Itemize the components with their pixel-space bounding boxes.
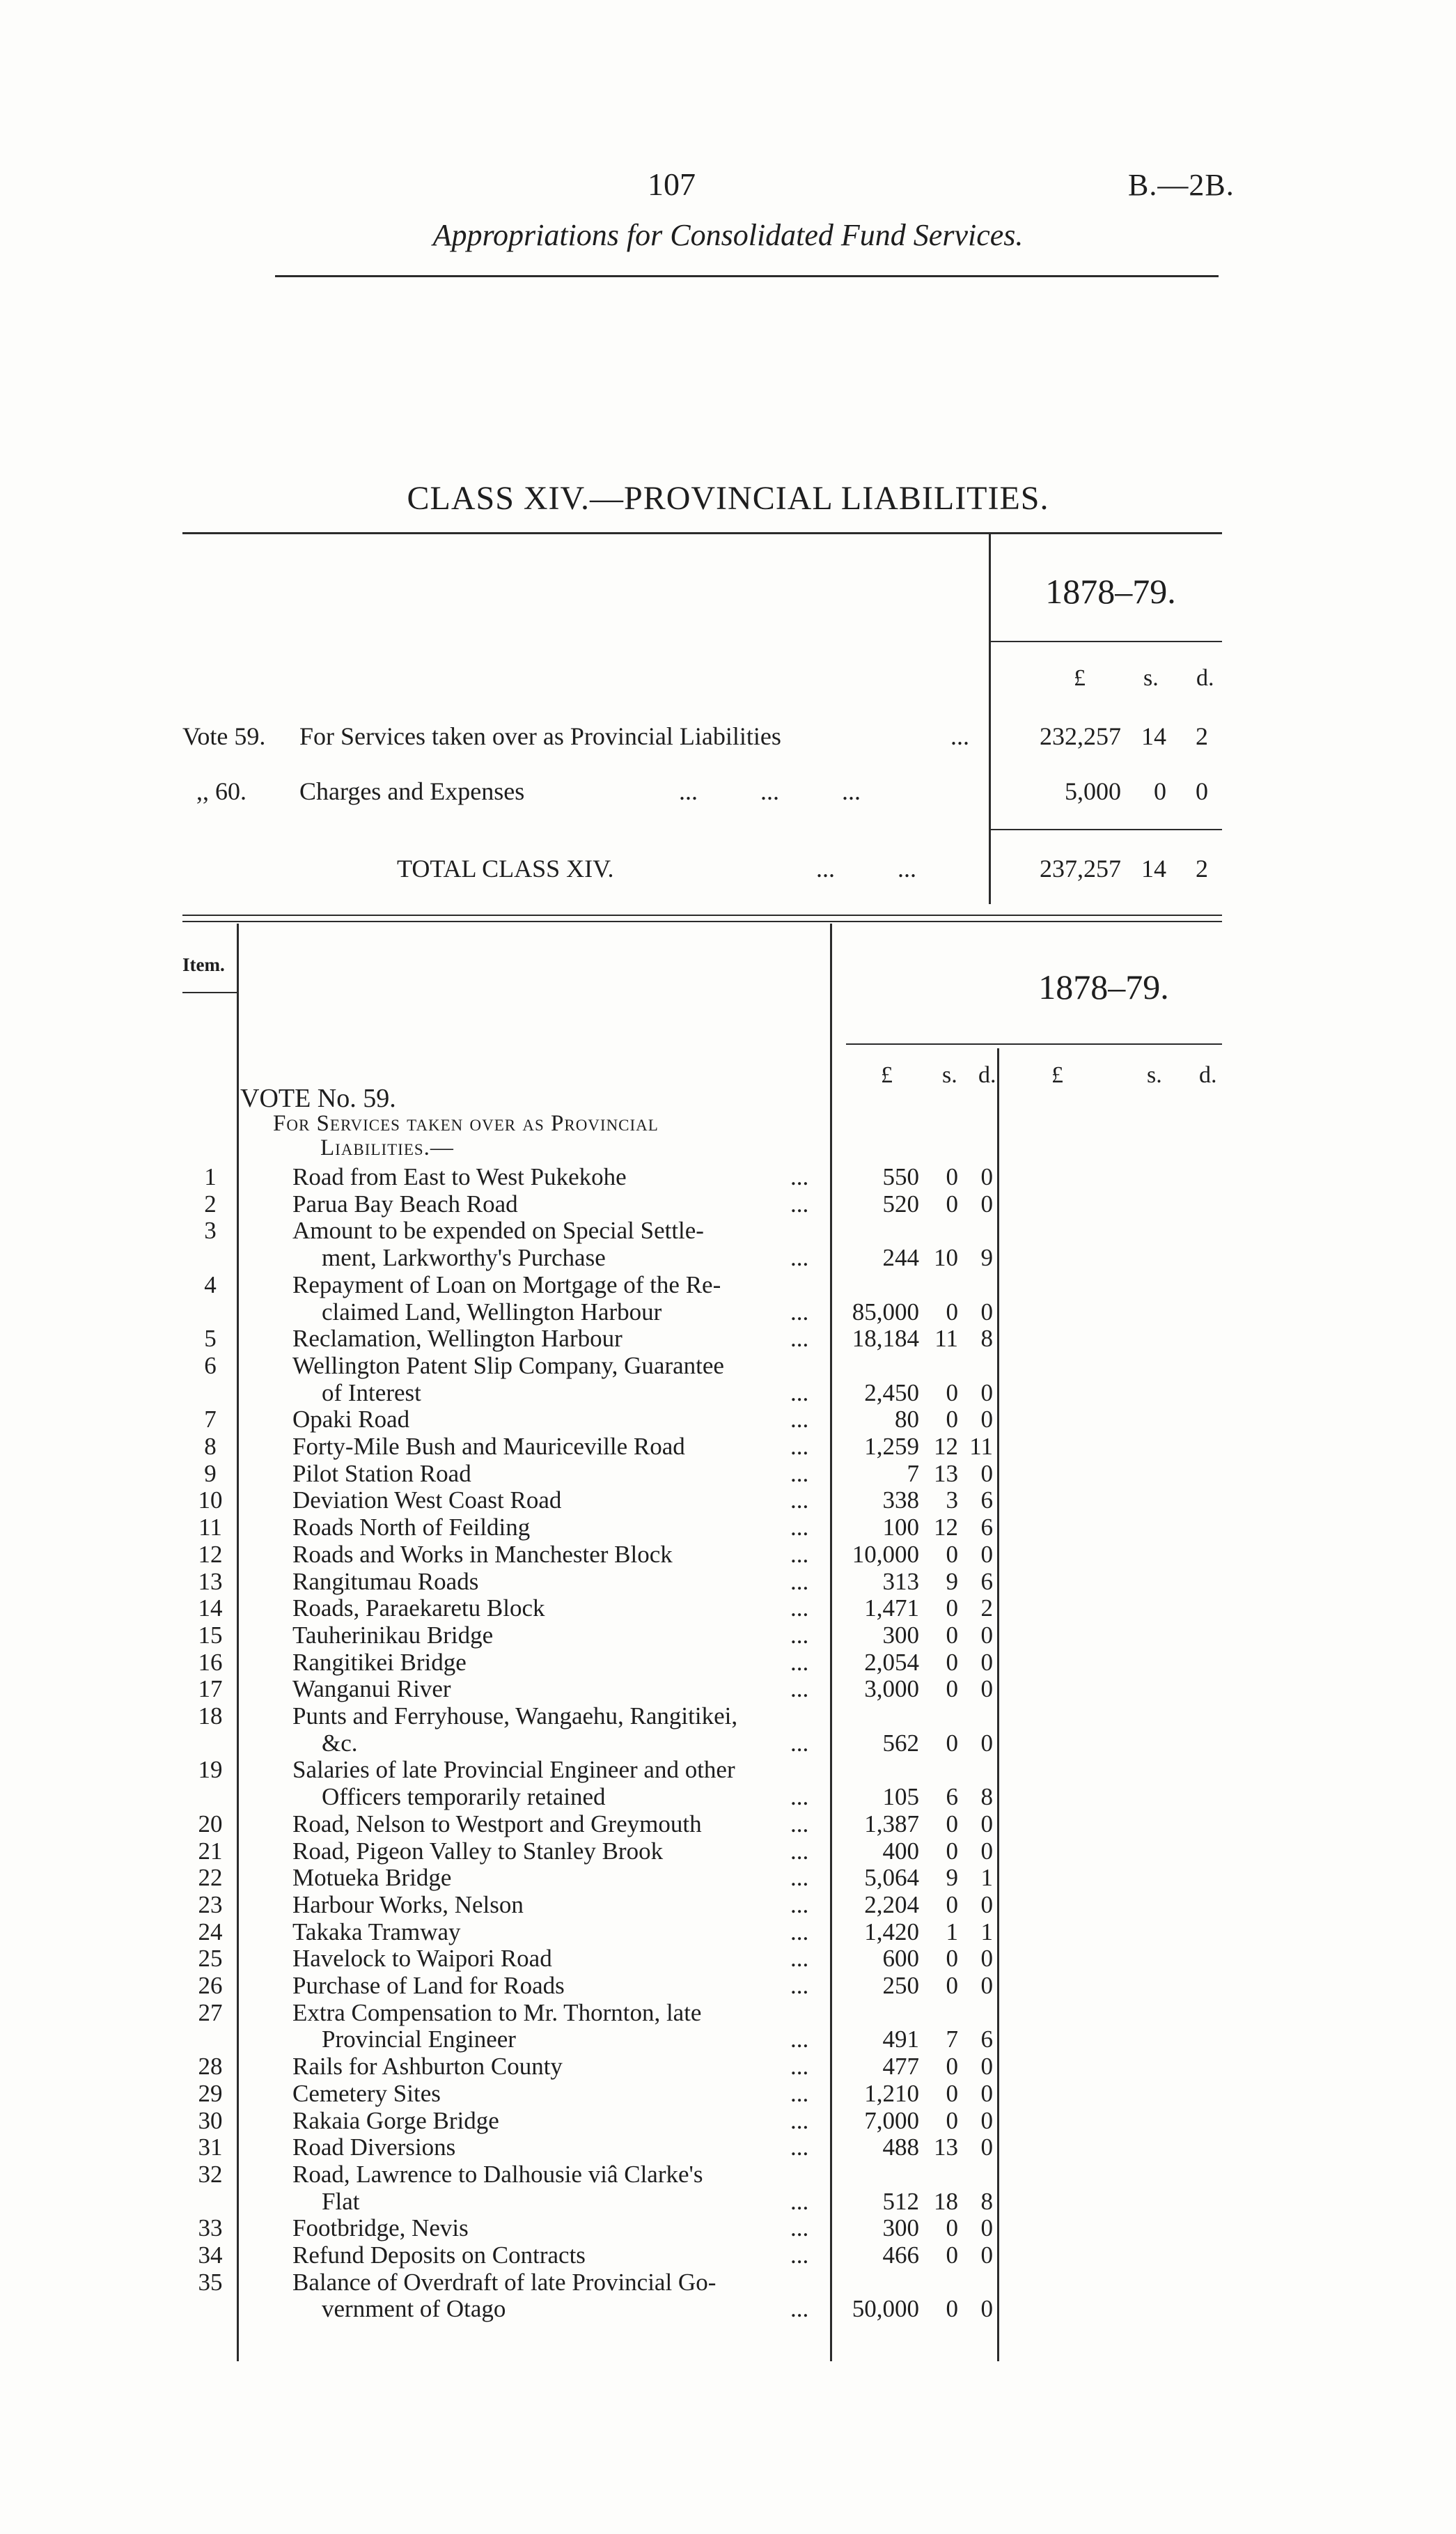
item-description-line: Parua Bay Beach Road <box>292 1190 518 1218</box>
item-amount-pence: 6 <box>980 1486 993 1514</box>
item-number: 20 <box>198 1810 223 1837</box>
item-amount-pence: 0 <box>980 1190 993 1218</box>
item-leader-dots: ... <box>790 1594 809 1622</box>
item-amount-shillings: 11 <box>934 1325 958 1353</box>
item-amount-pence: 0 <box>980 1163 993 1190</box>
item-amount-shillings: 18 <box>934 2187 958 2215</box>
item-amount-shillings: 0 <box>946 1648 958 1676</box>
item-amount-shillings: 1 <box>946 1918 958 1945</box>
item-amount-shillings: 0 <box>946 1810 958 1837</box>
item-description-line: Rails for Ashburton County <box>292 2053 563 2081</box>
table-shillings-header: s. <box>942 1062 957 1088</box>
item-number: 13 <box>198 1567 223 1595</box>
summary-row-shillings: 0 <box>1154 777 1166 805</box>
item-amount-shillings: 12 <box>934 1433 958 1460</box>
summary-total-pounds: 237,257 <box>1040 855 1121 883</box>
item-description-line: Officers temporarily retained <box>322 1783 606 1811</box>
item-leader-dots: ... <box>790 1675 809 1703</box>
item-leader-dots: ... <box>790 1298 809 1326</box>
summary-total-shillings: 14 <box>1141 855 1166 883</box>
item-description-line: Balance of Overdraft of late Provincial Go- <box>292 2268 717 2296</box>
summary-pence-header: d. <box>1196 665 1214 691</box>
item-description-line: Amount to be expended on Special Settle- <box>292 1217 704 1245</box>
item-description-line: Road, Nelson to Westport and Greymouth <box>292 1810 702 1837</box>
item-description-line: Tauherinikau Bridge <box>292 1621 494 1649</box>
item-leader-dots: ... <box>790 1945 809 1973</box>
item-amount-shillings: 0 <box>946 1621 958 1649</box>
item-description-line: Extra Compensation to Mr. Thornton, late <box>292 1998 702 2026</box>
item-description-line: Salaries of late Provincial Engineer and other <box>292 1756 735 1784</box>
item-amount-pence: 2 <box>980 1594 993 1622</box>
item-description-line: Cemetery Sites <box>292 2079 441 2107</box>
item-amount-shillings: 0 <box>946 2214 958 2242</box>
summary-bottom-rule-1 <box>182 915 1222 916</box>
item-number: 33 <box>198 2214 223 2242</box>
item-number: 9 <box>204 1459 217 1487</box>
summary-row-dots: ... <box>950 722 969 750</box>
item-leader-dots: ... <box>790 1783 809 1811</box>
item-amount-pounds: 520 <box>882 1190 919 1218</box>
item-amount-pence: 1 <box>980 1864 993 1892</box>
item-amount-pounds: 477 <box>882 2053 919 2081</box>
document-reference: B.—2B. <box>1128 168 1235 202</box>
item-description-line: Refund Deposits on Contracts <box>292 2241 586 2269</box>
item-amount-shillings: 0 <box>946 1406 958 1433</box>
table-col2-pence-header: d. <box>1199 1062 1217 1088</box>
item-description-line: Road from East to West Pukekohe <box>292 1163 627 1190</box>
item-amount-shillings: 6 <box>946 1783 958 1811</box>
item-leader-dots: ... <box>790 1244 809 1272</box>
item-amount-shillings: 0 <box>946 1163 958 1190</box>
item-amount-pounds: 562 <box>882 1729 919 1757</box>
item-amount-shillings: 0 <box>946 1972 958 1999</box>
item-leader-dots: ... <box>790 2053 809 2081</box>
item-number: 3 <box>204 1217 217 1245</box>
item-description-line: Rakaia Gorge Bridge <box>292 2106 499 2134</box>
running-title: Appropriations for Consolidated Fund Services. <box>432 218 1024 252</box>
item-amount-pounds: 400 <box>882 1837 919 1865</box>
item-amount-pounds: 1,387 <box>864 1810 919 1837</box>
item-amount-pence: 8 <box>980 1783 993 1811</box>
item-description-line: Pilot Station Road <box>292 1459 471 1487</box>
item-number: 35 <box>198 2268 223 2296</box>
item-description-line: Takaka Tramway <box>292 1918 461 1945</box>
item-description-line: Flat <box>322 2187 360 2215</box>
item-number: 1 <box>204 1163 217 1190</box>
summary-row-pence: 0 <box>1196 777 1208 805</box>
item-amount-pence: 0 <box>980 1459 993 1487</box>
item-leader-dots: ... <box>790 1190 809 1218</box>
summary-row-description: For Services taken over as Provincial Liabilities <box>299 722 781 750</box>
item-amount-shillings: 0 <box>946 1190 958 1218</box>
item-amount-shillings: 13 <box>934 2133 958 2161</box>
item-amount-pounds: 50,000 <box>852 2295 919 2323</box>
item-header-rule <box>182 992 237 993</box>
item-amount-shillings: 0 <box>946 1540 958 1568</box>
item-leader-dots: ... <box>790 1433 809 1460</box>
item-number: 8 <box>204 1433 217 1460</box>
item-amount-pence: 0 <box>980 2053 993 2081</box>
item-description-line: Deviation West Coast Road <box>292 1486 562 1514</box>
item-amount-shillings: 0 <box>946 2241 958 2269</box>
item-amount-shillings: 0 <box>946 1945 958 1973</box>
item-description-line: Road Diversions <box>292 2133 456 2161</box>
item-number: 28 <box>198 2053 223 2081</box>
table-col2-pounds-header: £ <box>1051 1062 1063 1088</box>
item-amount-pounds: 5,064 <box>864 1864 919 1892</box>
item-amount-shillings: 0 <box>946 1890 958 1918</box>
item-description-line: Roads North of Feilding <box>292 1514 531 1541</box>
item-amount-pence: 0 <box>980 2079 993 2107</box>
item-amount-shillings: 0 <box>946 2295 958 2323</box>
item-number: 6 <box>204 1351 217 1379</box>
item-leader-dots: ... <box>790 1325 809 1353</box>
item-amount-pence: 0 <box>980 1648 993 1676</box>
class-heading: CLASS XIV.—PROVINCIAL LIABILITIES. <box>407 480 1049 517</box>
item-number: 10 <box>198 1486 223 1514</box>
item-leader-dots: ... <box>790 1972 809 1999</box>
item-amount-pence: 0 <box>980 2214 993 2242</box>
item-description-line: Wanganui River <box>292 1675 451 1703</box>
item-amount-pence: 0 <box>980 2106 993 2134</box>
item-description-line: Repayment of Loan on Mortgage of the Re- <box>292 1270 721 1298</box>
summary-row-pounds: 232,257 <box>1040 722 1121 750</box>
vote-subtitle-1: For Services taken over as Provincial <box>273 1111 659 1136</box>
table-pounds-header: £ <box>881 1062 893 1088</box>
item-amount-pounds: 512 <box>882 2187 919 2215</box>
item-amount-shillings: 0 <box>946 2106 958 2134</box>
item-amount-pounds: 18,184 <box>852 1325 919 1353</box>
item-amount-pounds: 105 <box>882 1783 919 1811</box>
summary-shillings-header: s. <box>1143 665 1159 691</box>
vote-subtitle-2: Liabilities.— <box>320 1135 454 1160</box>
summary-year-rule <box>990 641 1222 642</box>
item-amount-pounds: 488 <box>882 2133 919 2161</box>
item-amount-pence: 9 <box>980 1244 993 1272</box>
item-number: 4 <box>204 1270 217 1298</box>
item-description-line: Forty-Mile Bush and Mauriceville Road <box>292 1433 685 1460</box>
item-description-line: Rangitumau Roads <box>292 1567 479 1595</box>
item-amount-pence: 0 <box>980 1945 993 1973</box>
item-number: 21 <box>198 1837 223 1865</box>
item-amount-shillings: 0 <box>946 1594 958 1622</box>
item-amount-pence: 6 <box>980 1514 993 1541</box>
item-number: 30 <box>198 2106 223 2134</box>
summary-row-dots: ... ... ... <box>679 777 861 805</box>
item-amount-shillings: 12 <box>934 1514 958 1541</box>
item-amount-pounds: 244 <box>882 1244 919 1272</box>
item-number: 2 <box>204 1190 217 1218</box>
item-description-line: Rangitikei Bridge <box>292 1648 467 1676</box>
item-number: 24 <box>198 1918 223 1945</box>
item-amount-pence: 0 <box>980 1837 993 1865</box>
item-leader-dots: ... <box>790 2295 809 2323</box>
item-amount-pence: 0 <box>980 1621 993 1649</box>
summary-top-rule <box>182 532 1222 534</box>
item-number: 29 <box>198 2079 223 2107</box>
item-column-header: Item. <box>182 954 225 975</box>
item-amount-pounds: 100 <box>882 1514 919 1541</box>
item-number: 31 <box>198 2133 223 2161</box>
item-amount-pence: 0 <box>980 1810 993 1837</box>
item-amount-pence: 0 <box>980 1406 993 1433</box>
item-amount-pence: 1 <box>980 1918 993 1945</box>
item-amount-shillings: 0 <box>946 2053 958 2081</box>
item-amount-pounds: 3,000 <box>864 1675 919 1703</box>
item-leader-dots: ... <box>790 1163 809 1190</box>
item-amount-pence: 0 <box>980 1675 993 1703</box>
item-amount-pounds: 1,210 <box>864 2079 919 2107</box>
item-number: 23 <box>198 1890 223 1918</box>
table-year-rule <box>846 1043 1222 1045</box>
item-amount-pounds: 600 <box>882 1945 919 1973</box>
item-leader-dots: ... <box>790 1378 809 1406</box>
item-amount-pence: 0 <box>980 2241 993 2269</box>
item-number: 14 <box>198 1594 223 1622</box>
summary-total-pence: 2 <box>1196 855 1208 883</box>
item-amount-shillings: 9 <box>946 1864 958 1892</box>
item-description-line: Roads, Paraekaretu Block <box>292 1594 545 1622</box>
item-amount-pounds: 300 <box>882 2214 919 2242</box>
item-description-line: Road, Lawrence to Dalhousie viâ Clarke's <box>292 2160 703 2188</box>
header-rule <box>275 275 1219 277</box>
table-year: 1878–79. <box>1038 967 1169 1006</box>
item-leader-dots: ... <box>790 1540 809 1568</box>
item-leader-dots: ... <box>790 2106 809 2134</box>
item-leader-dots: ... <box>790 2187 809 2215</box>
item-leader-dots: ... <box>790 1918 809 1945</box>
item-amount-pounds: 7,000 <box>864 2106 919 2134</box>
item-amount-shillings: 10 <box>934 1244 958 1272</box>
item-amount-pounds: 300 <box>882 1621 919 1649</box>
item-amount-shillings: 0 <box>946 1729 958 1757</box>
item-amount-pounds: 1,259 <box>864 1433 919 1460</box>
amount-column-divider <box>997 1048 999 2361</box>
item-amount-pounds: 338 <box>882 1486 919 1514</box>
item-amount-pounds: 313 <box>882 1567 919 1595</box>
item-leader-dots: ... <box>790 1810 809 1837</box>
item-amount-pence: 0 <box>980 1729 993 1757</box>
item-amount-shillings: 0 <box>946 1837 958 1865</box>
page-number: 107 <box>648 166 696 202</box>
summary-total-label: TOTAL CLASS XIV. <box>397 855 614 883</box>
item-leader-dots: ... <box>790 1514 809 1541</box>
item-leader-dots: ... <box>790 2133 809 2161</box>
item-number: 17 <box>198 1675 223 1703</box>
item-leader-dots: ... <box>790 1567 809 1595</box>
item-amount-pounds: 491 <box>882 2026 919 2053</box>
summary-total-dots: ... ... <box>816 855 916 883</box>
item-description-line: claimed Land, Wellington Harbour <box>322 1298 662 1326</box>
item-amount-pounds: 7 <box>907 1459 919 1487</box>
item-amount-pounds: 1,420 <box>864 1918 919 1945</box>
item-description-line: Harbour Works, Nelson <box>292 1890 524 1918</box>
item-amount-pence: 6 <box>980 1567 993 1595</box>
item-amount-pounds: 550 <box>882 1163 919 1190</box>
item-amount-shillings: 0 <box>946 1675 958 1703</box>
item-amount-shillings: 0 <box>946 2079 958 2107</box>
item-number: 11 <box>198 1514 222 1541</box>
item-number: 26 <box>198 1972 223 1999</box>
item-description-line: Havelock to Waipori Road <box>292 1945 552 1973</box>
summary-pounds-header: £ <box>1074 665 1086 691</box>
summary-row-pence: 2 <box>1196 722 1208 750</box>
item-number: 27 <box>198 1998 223 2026</box>
item-description-line: Opaki Road <box>292 1406 410 1433</box>
summary-bottom-rule-2 <box>182 921 1222 922</box>
item-number: 25 <box>198 1945 223 1973</box>
item-leader-dots: ... <box>790 1459 809 1487</box>
item-leader-dots: ... <box>790 1729 809 1757</box>
summary-mid-rule <box>990 829 1222 830</box>
item-amount-pence: 0 <box>980 2133 993 2161</box>
item-amount-pence: 0 <box>980 1540 993 1568</box>
item-amount-pence: 0 <box>980 1972 993 1999</box>
item-description-line: of Interest <box>322 1378 421 1406</box>
item-leader-dots: ... <box>790 1486 809 1514</box>
table-pence-header: d. <box>978 1062 996 1088</box>
summary-row-shillings: 14 <box>1141 722 1166 750</box>
item-amount-pounds: 10,000 <box>852 1540 919 1568</box>
item-description-line: Roads and Works in Manchester Block <box>292 1540 673 1568</box>
summary-year: 1878–79. <box>1045 572 1176 611</box>
item-amount-pence: 6 <box>980 2026 993 2053</box>
item-number: 12 <box>198 1540 223 1568</box>
summary-row-pounds: 5,000 <box>1065 777 1121 805</box>
summary-row-label: Vote 59. <box>182 722 266 750</box>
item-leader-dots: ... <box>790 1406 809 1433</box>
item-amount-shillings: 0 <box>946 1378 958 1406</box>
item-number: 15 <box>198 1621 223 1649</box>
item-amount-shillings: 3 <box>946 1486 958 1514</box>
item-amount-shillings: 0 <box>946 1298 958 1326</box>
item-number: 7 <box>204 1406 217 1433</box>
item-number: 19 <box>198 1756 223 1784</box>
item-description-line: &c. <box>322 1729 358 1757</box>
summary-column-divider <box>989 534 991 904</box>
item-amount-pounds: 1,471 <box>864 1594 919 1622</box>
item-leader-dots: ... <box>790 2241 809 2269</box>
item-description-line: Wellington Patent Slip Company, Guarantee <box>292 1351 724 1379</box>
item-leader-dots: ... <box>790 1890 809 1918</box>
item-number: 5 <box>204 1325 217 1353</box>
item-description-line: Reclamation, Wellington Harbour <box>292 1325 623 1353</box>
item-leader-dots: ... <box>790 2026 809 2053</box>
item-number: 22 <box>198 1864 223 1892</box>
item-amount-pounds: 466 <box>882 2241 919 2269</box>
item-description-line: vernment of Otago <box>322 2295 506 2323</box>
item-amount-shillings: 13 <box>934 1459 958 1487</box>
item-description-line: Purchase of Land for Roads <box>292 1972 565 1999</box>
item-amount-pounds: 85,000 <box>852 1298 919 1326</box>
item-amount-pence: 0 <box>980 1378 993 1406</box>
item-description-line: Road, Pigeon Valley to Stanley Brook <box>292 1837 664 1865</box>
item-description-line: Punts and Ferryhouse, Wangaehu, Rangitikei, <box>292 1702 738 1730</box>
item-leader-dots: ... <box>790 1648 809 1676</box>
item-description-line: Provincial Engineer <box>322 2026 516 2053</box>
item-description-line: Motueka Bridge <box>292 1864 452 1892</box>
item-amount-pence: 11 <box>969 1433 993 1460</box>
item-number: 16 <box>198 1648 223 1676</box>
item-amount-pence: 0 <box>980 2295 993 2323</box>
item-amount-pounds: 2,054 <box>864 1648 919 1676</box>
summary-row-description: Charges and Expenses <box>299 777 525 805</box>
item-leader-dots: ... <box>790 1621 809 1649</box>
item-number: 32 <box>198 2160 223 2188</box>
item-amount-pounds: 2,450 <box>864 1378 919 1406</box>
item-amount-pounds: 2,204 <box>864 1890 919 1918</box>
item-leader-dots: ... <box>790 2214 809 2242</box>
item-leader-dots: ... <box>790 1837 809 1865</box>
item-leader-dots: ... <box>790 1864 809 1892</box>
item-number: 34 <box>198 2241 223 2269</box>
item-description-line: ment, Larkworthy's Purchase <box>322 1244 606 1272</box>
table-col2-shillings-header: s. <box>1147 1062 1162 1088</box>
item-description-line: Footbridge, Nevis <box>292 2214 469 2242</box>
item-amount-shillings: 7 <box>946 2026 958 2053</box>
vote-title: VOTE No. 59. <box>240 1084 396 1113</box>
item-leader-dots: ... <box>790 2079 809 2107</box>
item-amount-shillings: 9 <box>946 1567 958 1595</box>
item-amount-pounds: 80 <box>895 1406 919 1433</box>
item-amount-pence: 8 <box>980 1325 993 1353</box>
item-number: 18 <box>198 1702 223 1730</box>
item-amount-pounds: 250 <box>882 1972 919 1999</box>
item-amount-pence: 0 <box>980 1298 993 1326</box>
item-amount-pence: 8 <box>980 2187 993 2215</box>
summary-row-label: ,, 60. <box>196 777 246 805</box>
item-amount-pence: 0 <box>980 1890 993 1918</box>
